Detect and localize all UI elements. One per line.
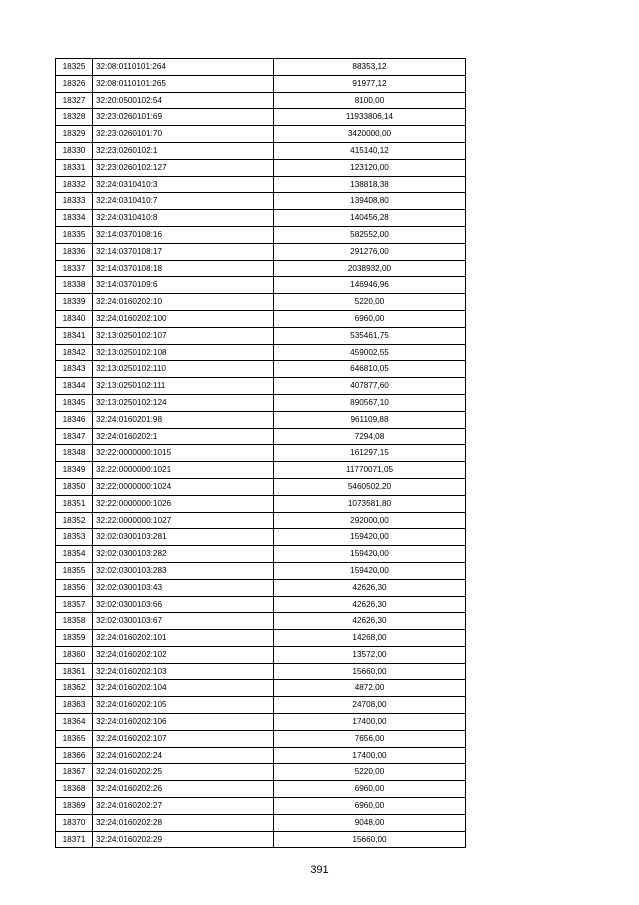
cadastral-number-cell: 32:02:0300103:67 <box>93 613 274 630</box>
row-number-cell: 18336 <box>56 243 93 260</box>
value-cell: 961109,88 <box>274 411 466 428</box>
value-cell: 5460502,20 <box>274 478 466 495</box>
row-number-cell: 18338 <box>56 277 93 294</box>
row-number-cell: 18346 <box>56 411 93 428</box>
cadastral-number-cell: 32:13:0250102:107 <box>93 327 274 344</box>
value-cell: 291276,00 <box>274 243 466 260</box>
value-cell: 535461,75 <box>274 327 466 344</box>
row-number-cell: 18365 <box>56 730 93 747</box>
cadastral-number-cell: 32:24:0160202:102 <box>93 646 274 663</box>
table-row <box>56 428 466 445</box>
table-row <box>56 764 466 781</box>
row-number-cell: 18330 <box>56 142 93 159</box>
value-cell: 159420,00 <box>274 546 466 563</box>
cadastral-number-cell: 32:22:0000000:1021 <box>93 462 274 479</box>
table-row <box>56 646 466 663</box>
table-row <box>56 478 466 495</box>
value-cell: 5220,00 <box>274 764 466 781</box>
cadastral-number-cell: 32:23:0260101:70 <box>93 126 274 143</box>
table-row <box>56 394 466 411</box>
table-row <box>56 831 466 848</box>
cadastral-number-cell: 32:13:0250102:108 <box>93 344 274 361</box>
data-table <box>55 58 466 848</box>
row-number-cell: 18335 <box>56 226 93 243</box>
value-cell: 415140,12 <box>274 142 466 159</box>
row-number-cell: 18339 <box>56 294 93 311</box>
row-number-cell: 18333 <box>56 193 93 210</box>
cadastral-number-cell: 32:24:0160202:107 <box>93 730 274 747</box>
value-cell: 159420,00 <box>274 562 466 579</box>
table-row <box>56 327 466 344</box>
cadastral-number-cell: 32:24:0160202:27 <box>93 798 274 815</box>
cadastral-number-cell: 32:08:0110101:264 <box>93 59 274 76</box>
cadastral-number-cell: 32:02:0300103:281 <box>93 529 274 546</box>
row-number-cell: 18345 <box>56 394 93 411</box>
table-row <box>56 92 466 109</box>
value-cell: 161297,15 <box>274 445 466 462</box>
value-cell: 4872,00 <box>274 680 466 697</box>
cadastral-number-cell: 32:23:0260101:69 <box>93 109 274 126</box>
table-body <box>56 59 466 848</box>
table-row <box>56 462 466 479</box>
row-number-cell: 18371 <box>56 831 93 848</box>
value-cell: 9048,00 <box>274 814 466 831</box>
cadastral-number-cell: 32:22:0000000:1026 <box>93 495 274 512</box>
cadastral-number-cell: 32:13:0250102:124 <box>93 394 274 411</box>
table-row <box>56 613 466 630</box>
cadastral-number-cell: 32:24:0160202:25 <box>93 764 274 781</box>
table-row <box>56 562 466 579</box>
table-row <box>56 126 466 143</box>
row-number-cell: 18356 <box>56 579 93 596</box>
row-number-cell: 18362 <box>56 680 93 697</box>
cadastral-number-cell: 32:24:0160202:106 <box>93 714 274 731</box>
table-row <box>56 378 466 395</box>
cadastral-number-cell: 32:14:0370108:17 <box>93 243 274 260</box>
table-row <box>56 176 466 193</box>
cadastral-number-cell: 32:22:0000000:1015 <box>93 445 274 462</box>
value-cell: 140456,28 <box>274 210 466 227</box>
value-cell: 6960,00 <box>274 798 466 815</box>
row-number-cell: 18360 <box>56 646 93 663</box>
row-number-cell: 18368 <box>56 781 93 798</box>
value-cell: 14268,00 <box>274 630 466 647</box>
cadastral-number-cell: 32:20:0500102:54 <box>93 92 274 109</box>
cadastral-number-cell: 32:14:0370108:18 <box>93 260 274 277</box>
table-row <box>56 512 466 529</box>
table-row <box>56 294 466 311</box>
value-cell: 146946,96 <box>274 277 466 294</box>
row-number-cell: 18332 <box>56 176 93 193</box>
value-cell: 7294,08 <box>274 428 466 445</box>
row-number-cell: 18329 <box>56 126 93 143</box>
table-row <box>56 277 466 294</box>
row-number-cell: 18370 <box>56 814 93 831</box>
row-number-cell: 18334 <box>56 210 93 227</box>
table-row <box>56 243 466 260</box>
row-number-cell: 18343 <box>56 361 93 378</box>
value-cell: 8100,00 <box>274 92 466 109</box>
table-row <box>56 529 466 546</box>
value-cell: 5220,00 <box>274 294 466 311</box>
value-cell: 1073581,80 <box>274 495 466 512</box>
row-number-cell: 18340 <box>56 310 93 327</box>
cadastral-number-cell: 32:24:0160202:1 <box>93 428 274 445</box>
cadastral-number-cell: 32:13:0250102:110 <box>93 361 274 378</box>
table-row <box>56 210 466 227</box>
row-number-cell: 18369 <box>56 798 93 815</box>
table-row <box>56 193 466 210</box>
row-number-cell: 18366 <box>56 747 93 764</box>
cadastral-number-cell: 32:24:0160202:105 <box>93 697 274 714</box>
row-number-cell: 18326 <box>56 75 93 92</box>
table-row <box>56 445 466 462</box>
table-row <box>56 226 466 243</box>
value-cell: 139408,80 <box>274 193 466 210</box>
value-cell: 13572,00 <box>274 646 466 663</box>
table-row <box>56 59 466 76</box>
value-cell: 7656,00 <box>274 730 466 747</box>
row-number-cell: 18344 <box>56 378 93 395</box>
table-row <box>56 159 466 176</box>
cadastral-number-cell: 32:24:0310410:7 <box>93 193 274 210</box>
value-cell: 42626,30 <box>274 613 466 630</box>
row-number-cell: 18341 <box>56 327 93 344</box>
table-row <box>56 730 466 747</box>
table-row <box>56 142 466 159</box>
cadastral-number-cell: 32:23:0260102:1 <box>93 142 274 159</box>
value-cell: 890567,10 <box>274 394 466 411</box>
table-row <box>56 798 466 815</box>
row-number-cell: 18353 <box>56 529 93 546</box>
value-cell: 6960,00 <box>274 310 466 327</box>
row-number-cell: 18325 <box>56 59 93 76</box>
table-row <box>56 260 466 277</box>
cadastral-number-cell: 32:24:0160202:10 <box>93 294 274 311</box>
cadastral-number-cell: 32:14:0370109:6 <box>93 277 274 294</box>
table-row <box>56 546 466 563</box>
value-cell: 42626,30 <box>274 579 466 596</box>
table-row <box>56 596 466 613</box>
cadastral-number-cell: 32:24:0160202:24 <box>93 747 274 764</box>
row-number-cell: 18327 <box>56 92 93 109</box>
value-cell: 138818,38 <box>274 176 466 193</box>
value-cell: 11770071,05 <box>274 462 466 479</box>
row-number-cell: 18355 <box>56 562 93 579</box>
cadastral-number-cell: 32:24:0160202:104 <box>93 680 274 697</box>
row-number-cell: 18357 <box>56 596 93 613</box>
cadastral-number-cell: 32:22:0000000:1027 <box>93 512 274 529</box>
cadastral-number-cell: 32:24:0160202:29 <box>93 831 274 848</box>
value-cell: 15660,00 <box>274 663 466 680</box>
row-number-cell: 18354 <box>56 546 93 563</box>
table-row <box>56 411 466 428</box>
value-cell: 42626,30 <box>274 596 466 613</box>
table-row <box>56 747 466 764</box>
cadastral-number-cell: 32:24:0160201:98 <box>93 411 274 428</box>
cadastral-number-cell: 32:08:0110101:265 <box>93 75 274 92</box>
cadastral-number-cell: 32:24:0160202:26 <box>93 781 274 798</box>
page-number: 391 <box>310 864 329 876</box>
table-row <box>56 630 466 647</box>
row-number-cell: 18352 <box>56 512 93 529</box>
cadastral-number-cell: 32:22:0000000:1024 <box>93 478 274 495</box>
table-row <box>56 109 466 126</box>
table-row <box>56 361 466 378</box>
row-number-cell: 18367 <box>56 764 93 781</box>
value-cell: 17400,00 <box>274 747 466 764</box>
row-number-cell: 18347 <box>56 428 93 445</box>
row-number-cell: 18331 <box>56 159 93 176</box>
row-number-cell: 18342 <box>56 344 93 361</box>
table-row <box>56 781 466 798</box>
table-row <box>56 663 466 680</box>
value-cell: 6960,00 <box>274 781 466 798</box>
cadastral-number-cell: 32:02:0300103:283 <box>93 562 274 579</box>
row-number-cell: 18364 <box>56 714 93 731</box>
row-number-cell: 18348 <box>56 445 93 462</box>
row-number-cell: 18337 <box>56 260 93 277</box>
cadastral-number-cell: 32:24:0160202:101 <box>93 630 274 647</box>
value-cell: 407877,60 <box>274 378 466 395</box>
table-row <box>56 814 466 831</box>
cadastral-number-cell: 32:24:0160202:100 <box>93 310 274 327</box>
value-cell: 88353,12 <box>274 59 466 76</box>
table-row <box>56 697 466 714</box>
table-row <box>56 75 466 92</box>
table-row <box>56 680 466 697</box>
row-number-cell: 18359 <box>56 630 93 647</box>
value-cell: 15660,00 <box>274 831 466 848</box>
table-row <box>56 714 466 731</box>
cadastral-number-cell: 32:24:0310410:3 <box>93 176 274 193</box>
table-row <box>56 310 466 327</box>
row-number-cell: 18358 <box>56 613 93 630</box>
value-cell: 292000,00 <box>274 512 466 529</box>
value-cell: 91977,12 <box>274 75 466 92</box>
row-number-cell: 18363 <box>56 697 93 714</box>
cadastral-number-cell: 32:13:0250102:111 <box>93 378 274 395</box>
row-number-cell: 18350 <box>56 478 93 495</box>
value-cell: 2038932,00 <box>274 260 466 277</box>
cadastral-number-cell: 32:14:0370108:16 <box>93 226 274 243</box>
value-cell: 459002,55 <box>274 344 466 361</box>
row-number-cell: 18361 <box>56 663 93 680</box>
value-cell: 17400,00 <box>274 714 466 731</box>
cadastral-number-cell: 32:24:0160202:103 <box>93 663 274 680</box>
cadastral-number-cell: 32:23:0260102:127 <box>93 159 274 176</box>
table-row <box>56 579 466 596</box>
cadastral-number-cell: 32:24:0310410:8 <box>93 210 274 227</box>
value-cell: 11933806,14 <box>274 109 466 126</box>
table-row <box>56 344 466 361</box>
cadastral-number-cell: 32:24:0160202:28 <box>93 814 274 831</box>
value-cell: 582552,00 <box>274 226 466 243</box>
cadastral-number-cell: 32:02:0300103:43 <box>93 579 274 596</box>
row-number-cell: 18351 <box>56 495 93 512</box>
value-cell: 159420,00 <box>274 529 466 546</box>
row-number-cell: 18328 <box>56 109 93 126</box>
value-cell: 646810,05 <box>274 361 466 378</box>
cadastral-number-cell: 32:02:0300103:282 <box>93 546 274 563</box>
cadastral-number-cell: 32:02:0300103:66 <box>93 596 274 613</box>
value-cell: 3420000,00 <box>274 126 466 143</box>
row-number-cell: 18349 <box>56 462 93 479</box>
value-cell: 123120,00 <box>274 159 466 176</box>
table-row <box>56 495 466 512</box>
value-cell: 24708,00 <box>274 697 466 714</box>
